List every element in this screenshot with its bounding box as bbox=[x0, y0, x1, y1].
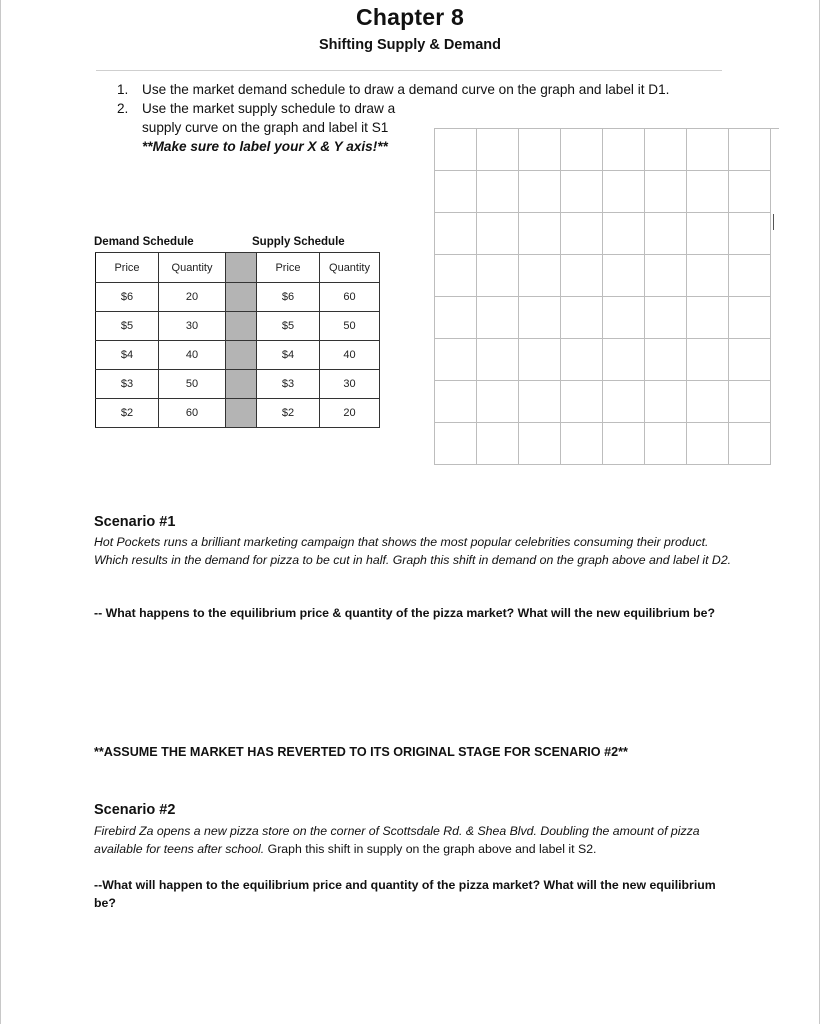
supply-price-cell: $4 bbox=[257, 341, 320, 370]
schedule-separator bbox=[226, 370, 257, 399]
supply-quantity-cell: 60 bbox=[320, 283, 380, 312]
graph-cell bbox=[687, 129, 729, 171]
schedule-header-row bbox=[96, 253, 380, 283]
table-row bbox=[96, 283, 380, 312]
graph-cell bbox=[687, 213, 729, 255]
demand-quantity-cell: 30 bbox=[159, 312, 226, 341]
schedule-separator bbox=[226, 399, 257, 428]
scenario-2-text bbox=[94, 822, 734, 858]
graph-cell bbox=[477, 213, 519, 255]
supply-quantity-header: Quantity bbox=[320, 253, 380, 283]
schedule-table bbox=[95, 252, 380, 428]
graph-cell bbox=[561, 255, 603, 297]
graph-cell bbox=[729, 213, 771, 255]
graph-cell bbox=[561, 129, 603, 171]
graph-cell bbox=[729, 171, 771, 213]
supply-quantity-cell: 50 bbox=[320, 312, 380, 341]
graph-cell bbox=[477, 171, 519, 213]
graph-cell bbox=[645, 213, 687, 255]
scenario-1-question: -- What happens to the equilibrium price & quantity of the pizza market? What will the new equilibrium be? bbox=[94, 606, 716, 620]
supply-price-cell: $5 bbox=[257, 312, 320, 341]
graph-cell bbox=[519, 129, 561, 171]
demand-schedule-label: Demand Schedule bbox=[94, 236, 194, 248]
instruction-text-2-line1: Use the market supply schedule to draw a bbox=[142, 101, 396, 116]
graph-cell bbox=[729, 423, 771, 465]
schedule-separator bbox=[226, 253, 257, 283]
graph-cell bbox=[561, 171, 603, 213]
graph-cell bbox=[729, 297, 771, 339]
graph-cell bbox=[435, 213, 477, 255]
graph-edge-mark bbox=[773, 214, 774, 230]
demand-quantity-cell: 60 bbox=[159, 399, 226, 428]
graph-cell bbox=[519, 423, 561, 465]
graph-cell bbox=[477, 297, 519, 339]
graph-cell bbox=[519, 339, 561, 381]
graph-cell bbox=[603, 255, 645, 297]
schedule-separator bbox=[226, 312, 257, 341]
graph-cell bbox=[645, 297, 687, 339]
instruction-number-1: 1. bbox=[117, 82, 129, 97]
demand-price-cell: $2 bbox=[96, 399, 159, 428]
graph-cell bbox=[603, 339, 645, 381]
scenario-2-question: --What will happen to the equilibrium price and quantity of the pizza market? What will the new equilibrium be? bbox=[94, 878, 716, 910]
graph-cell bbox=[561, 297, 603, 339]
schedule-separator bbox=[226, 341, 257, 370]
graph-cell bbox=[603, 381, 645, 423]
instruction-axis-reminder: **Make sure to label your X & Y axis!** bbox=[142, 139, 388, 154]
table-row bbox=[96, 312, 380, 341]
demand-quantity-cell: 20 bbox=[159, 283, 226, 312]
supply-price-cell: $6 bbox=[257, 283, 320, 312]
schedule-separator bbox=[226, 283, 257, 312]
supply-quantity-cell: 30 bbox=[320, 370, 380, 399]
graph-cell bbox=[603, 129, 645, 171]
table-row bbox=[96, 370, 380, 399]
graph-cell bbox=[603, 213, 645, 255]
table-row bbox=[96, 399, 380, 428]
graph-cell bbox=[435, 255, 477, 297]
graph-cell bbox=[435, 171, 477, 213]
graph-cell bbox=[435, 297, 477, 339]
graph-cell bbox=[519, 381, 561, 423]
instruction-text-1: Use the market demand schedule to draw a demand curve on the graph and label it D1. bbox=[142, 82, 670, 97]
graph-cell bbox=[477, 339, 519, 381]
page-subtitle: Shifting Supply & Demand bbox=[318, 37, 502, 53]
graph-cell bbox=[519, 171, 561, 213]
assume-note: **ASSUME THE MARKET HAS REVERTED TO ITS ORIGINAL STAGE FOR SCENARIO #2** bbox=[94, 745, 628, 759]
graph-cell bbox=[435, 129, 477, 171]
graph-cell bbox=[687, 171, 729, 213]
graph-cell bbox=[729, 381, 771, 423]
blank-graph-grid[interactable] bbox=[434, 128, 771, 465]
page-left-edge bbox=[0, 0, 1, 1024]
graph-cell bbox=[477, 129, 519, 171]
demand-price-cell: $5 bbox=[96, 312, 159, 341]
demand-quantity-header: Quantity bbox=[159, 253, 226, 283]
graph-cell bbox=[645, 381, 687, 423]
graph-cell bbox=[687, 381, 729, 423]
graph-cell bbox=[561, 339, 603, 381]
supply-price-header: Price bbox=[257, 253, 320, 283]
graph-cell bbox=[435, 423, 477, 465]
table-row bbox=[96, 341, 380, 370]
graph-cell bbox=[435, 381, 477, 423]
graph-cell bbox=[687, 255, 729, 297]
scenario-1-text: Hot Pockets runs a brilliant marketing campaign that shows the most popular celebrities consuming their product. Which results in the demand for pizza to be cut in half. Graph this shift in demand on the graph above and label it D2. bbox=[94, 535, 732, 567]
scenario-2-text-plain: Graph this shift in supply on the graph above and label it S2. bbox=[264, 842, 597, 856]
demand-quantity-cell: 40 bbox=[159, 341, 226, 370]
demand-price-cell: $6 bbox=[96, 283, 159, 312]
scenario-2-text-italic: Firebird Za opens a new pizza store on the corner of Scottsdale Rd. & Shea Blvd. Doubling the amount of pizza available for teens after school. bbox=[94, 824, 700, 856]
graph-cell bbox=[687, 423, 729, 465]
graph-cell bbox=[729, 129, 771, 171]
graph-cell bbox=[645, 171, 687, 213]
header-divider bbox=[96, 70, 722, 71]
graph-cell bbox=[645, 339, 687, 381]
demand-price-cell: $3 bbox=[96, 370, 159, 399]
graph-cell bbox=[477, 255, 519, 297]
supply-price-cell: $2 bbox=[257, 399, 320, 428]
graph-cell bbox=[519, 213, 561, 255]
graph-cell bbox=[645, 255, 687, 297]
graph-cell bbox=[729, 255, 771, 297]
graph-cell bbox=[603, 297, 645, 339]
scenario-1-title: Scenario #1 bbox=[94, 514, 176, 530]
page-title: Chapter 8 bbox=[356, 4, 464, 30]
graph-cell bbox=[645, 129, 687, 171]
graph-cell bbox=[477, 423, 519, 465]
graph-cell bbox=[477, 381, 519, 423]
graph-cell bbox=[561, 381, 603, 423]
scenario-2-title: Scenario #2 bbox=[94, 802, 176, 818]
graph-cell bbox=[561, 213, 603, 255]
graph-cell bbox=[435, 339, 477, 381]
supply-quantity-cell: 20 bbox=[320, 399, 380, 428]
graph-cell bbox=[519, 297, 561, 339]
instruction-item-2 bbox=[117, 99, 669, 118]
graph-cell bbox=[729, 339, 771, 381]
instruction-number-2: 2. bbox=[117, 101, 129, 116]
graph-cell bbox=[603, 423, 645, 465]
supply-schedule-label: Supply Schedule bbox=[252, 236, 345, 248]
demand-quantity-cell: 50 bbox=[159, 370, 226, 399]
graph-cell bbox=[645, 423, 687, 465]
instruction-text-2-line2: supply curve on the graph and label it S1 bbox=[142, 120, 389, 135]
graph-cell bbox=[519, 255, 561, 297]
demand-price-cell: $4 bbox=[96, 341, 159, 370]
demand-price-header: Price bbox=[96, 253, 159, 283]
graph-cell bbox=[603, 171, 645, 213]
graph-cell bbox=[561, 423, 603, 465]
graph-cell bbox=[687, 297, 729, 339]
instruction-item-1 bbox=[117, 80, 669, 99]
graph-cell bbox=[687, 339, 729, 381]
supply-quantity-cell: 40 bbox=[320, 341, 380, 370]
supply-price-cell: $3 bbox=[257, 370, 320, 399]
